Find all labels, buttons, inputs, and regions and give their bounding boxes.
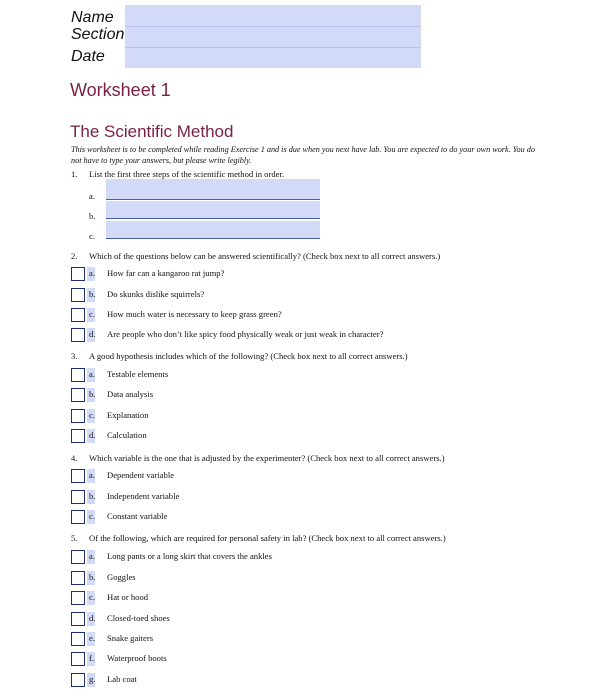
option-row xyxy=(71,429,551,446)
option-row xyxy=(71,469,551,486)
option-letter: d. xyxy=(89,329,96,339)
checkbox[interactable] xyxy=(71,632,85,646)
option-text: Lab coat xyxy=(107,674,137,684)
checkbox[interactable] xyxy=(71,409,85,423)
option-text: Calculation xyxy=(107,430,147,440)
option-text: Dependent variable xyxy=(107,470,175,480)
option-row xyxy=(71,328,551,345)
checkbox[interactable] xyxy=(71,328,85,342)
option-row xyxy=(71,388,551,405)
option-row xyxy=(71,673,551,690)
option-letter: b. xyxy=(89,389,96,399)
checkbox[interactable] xyxy=(71,368,85,382)
section-label: Section xyxy=(71,26,125,43)
step-b-field[interactable] xyxy=(106,201,320,219)
question-number: 4. xyxy=(71,453,78,463)
blank-letter: a. xyxy=(89,191,95,201)
checkbox[interactable] xyxy=(71,469,85,483)
checkbox[interactable] xyxy=(71,288,85,302)
option-text: Testable elements xyxy=(107,369,169,379)
option-letter: c. xyxy=(89,410,95,420)
option-letter: d. xyxy=(89,430,96,440)
option-row xyxy=(71,591,551,608)
blank-letter: c. xyxy=(89,231,95,241)
option-row xyxy=(71,490,551,507)
option-row xyxy=(71,571,551,588)
option-letter: g. xyxy=(89,674,96,684)
checkbox[interactable] xyxy=(71,571,85,585)
checkbox[interactable] xyxy=(71,267,85,281)
option-row xyxy=(71,409,551,426)
option-letter: a. xyxy=(89,268,95,278)
checkbox[interactable] xyxy=(71,550,85,564)
option-letter: c. xyxy=(89,309,95,319)
checkbox[interactable] xyxy=(71,591,85,605)
option-text: Data analysis xyxy=(107,389,154,399)
checkbox[interactable] xyxy=(71,388,85,402)
date-label: Date xyxy=(71,48,105,65)
option-row xyxy=(71,308,551,325)
option-text: How far can a kangaroo rat jump? xyxy=(107,268,225,278)
option-letter: e. xyxy=(89,633,95,643)
option-text: Constant variable xyxy=(107,511,168,521)
option-text: How much water is necessary to keep grass green? xyxy=(107,309,282,319)
option-letter: d. xyxy=(89,613,96,623)
option-text: Waterproof boots xyxy=(107,653,167,663)
question-text: List the first three steps of the scientific method in order. xyxy=(89,169,284,179)
option-row xyxy=(71,368,551,385)
question-number: 1. xyxy=(71,169,78,179)
name-field[interactable] xyxy=(125,5,421,26)
option-letter: f. xyxy=(89,653,95,663)
option-text: Hat or hood xyxy=(107,592,149,602)
question-text: Of the following, which are required for personal safety in lab? (Check box next to all correct answers.) xyxy=(89,533,446,543)
intro-text: This worksheet is to be completed while reading Exercise 1 and is due when you next have lab. You are expected to do your own work. You do not have to type your answers, but please write legibly. xyxy=(71,145,535,165)
option-text: Goggles xyxy=(107,572,136,582)
name-label: Name xyxy=(71,9,114,26)
option-letter: b. xyxy=(89,289,96,299)
checkbox[interactable] xyxy=(71,652,85,666)
option-text: Long pants or a long skirt that covers the ankles xyxy=(107,551,272,561)
option-letter: b. xyxy=(89,572,96,582)
option-text: Snake gaiters xyxy=(107,633,154,643)
checkbox[interactable] xyxy=(71,612,85,626)
option-text: Explanation xyxy=(107,410,149,420)
option-text: Do skunks dislike squirrels? xyxy=(107,289,205,299)
checkbox[interactable] xyxy=(71,510,85,524)
question-text: Which of the questions below can be answered scientifically? (Check box next to all correct answers.) xyxy=(89,251,441,261)
step-c-field[interactable] xyxy=(106,221,320,239)
question-number: 3. xyxy=(71,351,78,361)
checkbox[interactable] xyxy=(71,673,85,687)
option-letter: c. xyxy=(89,592,95,602)
question-text: Which variable is the one that is adjusted by the experimenter? (Check box next to all correct answers.) xyxy=(89,453,445,463)
option-row xyxy=(71,652,551,669)
checkbox[interactable] xyxy=(71,429,85,443)
question-number: 2. xyxy=(71,251,78,261)
option-letter: a. xyxy=(89,551,95,561)
option-row xyxy=(71,612,551,629)
section-field[interactable] xyxy=(125,27,421,47)
option-letter: c. xyxy=(89,511,95,521)
option-text: Closed-toed shoes xyxy=(107,613,170,623)
option-text: Are people who don’t like spicy food physically weak or just weak in character? xyxy=(107,329,384,339)
checkbox[interactable] xyxy=(71,308,85,322)
date-field[interactable] xyxy=(125,48,421,68)
option-row xyxy=(71,632,551,649)
step-a-field[interactable] xyxy=(106,179,320,200)
question-number: 5. xyxy=(71,533,78,543)
option-row xyxy=(71,510,551,527)
option-text: Independent variable xyxy=(107,491,180,501)
checkbox[interactable] xyxy=(71,490,85,504)
option-row xyxy=(71,267,551,284)
section-title: The Scientific Method xyxy=(70,122,234,141)
option-letter: b. xyxy=(89,491,96,501)
option-row xyxy=(71,288,551,305)
option-row xyxy=(71,550,551,567)
worksheet-title: Worksheet 1 xyxy=(70,80,171,100)
option-letter: a. xyxy=(89,470,95,480)
option-letter: a. xyxy=(89,369,95,379)
blank-letter: b. xyxy=(89,211,96,221)
question-text: A good hypothesis includes which of the following? (Check box next to all correct answers.) xyxy=(89,351,408,361)
